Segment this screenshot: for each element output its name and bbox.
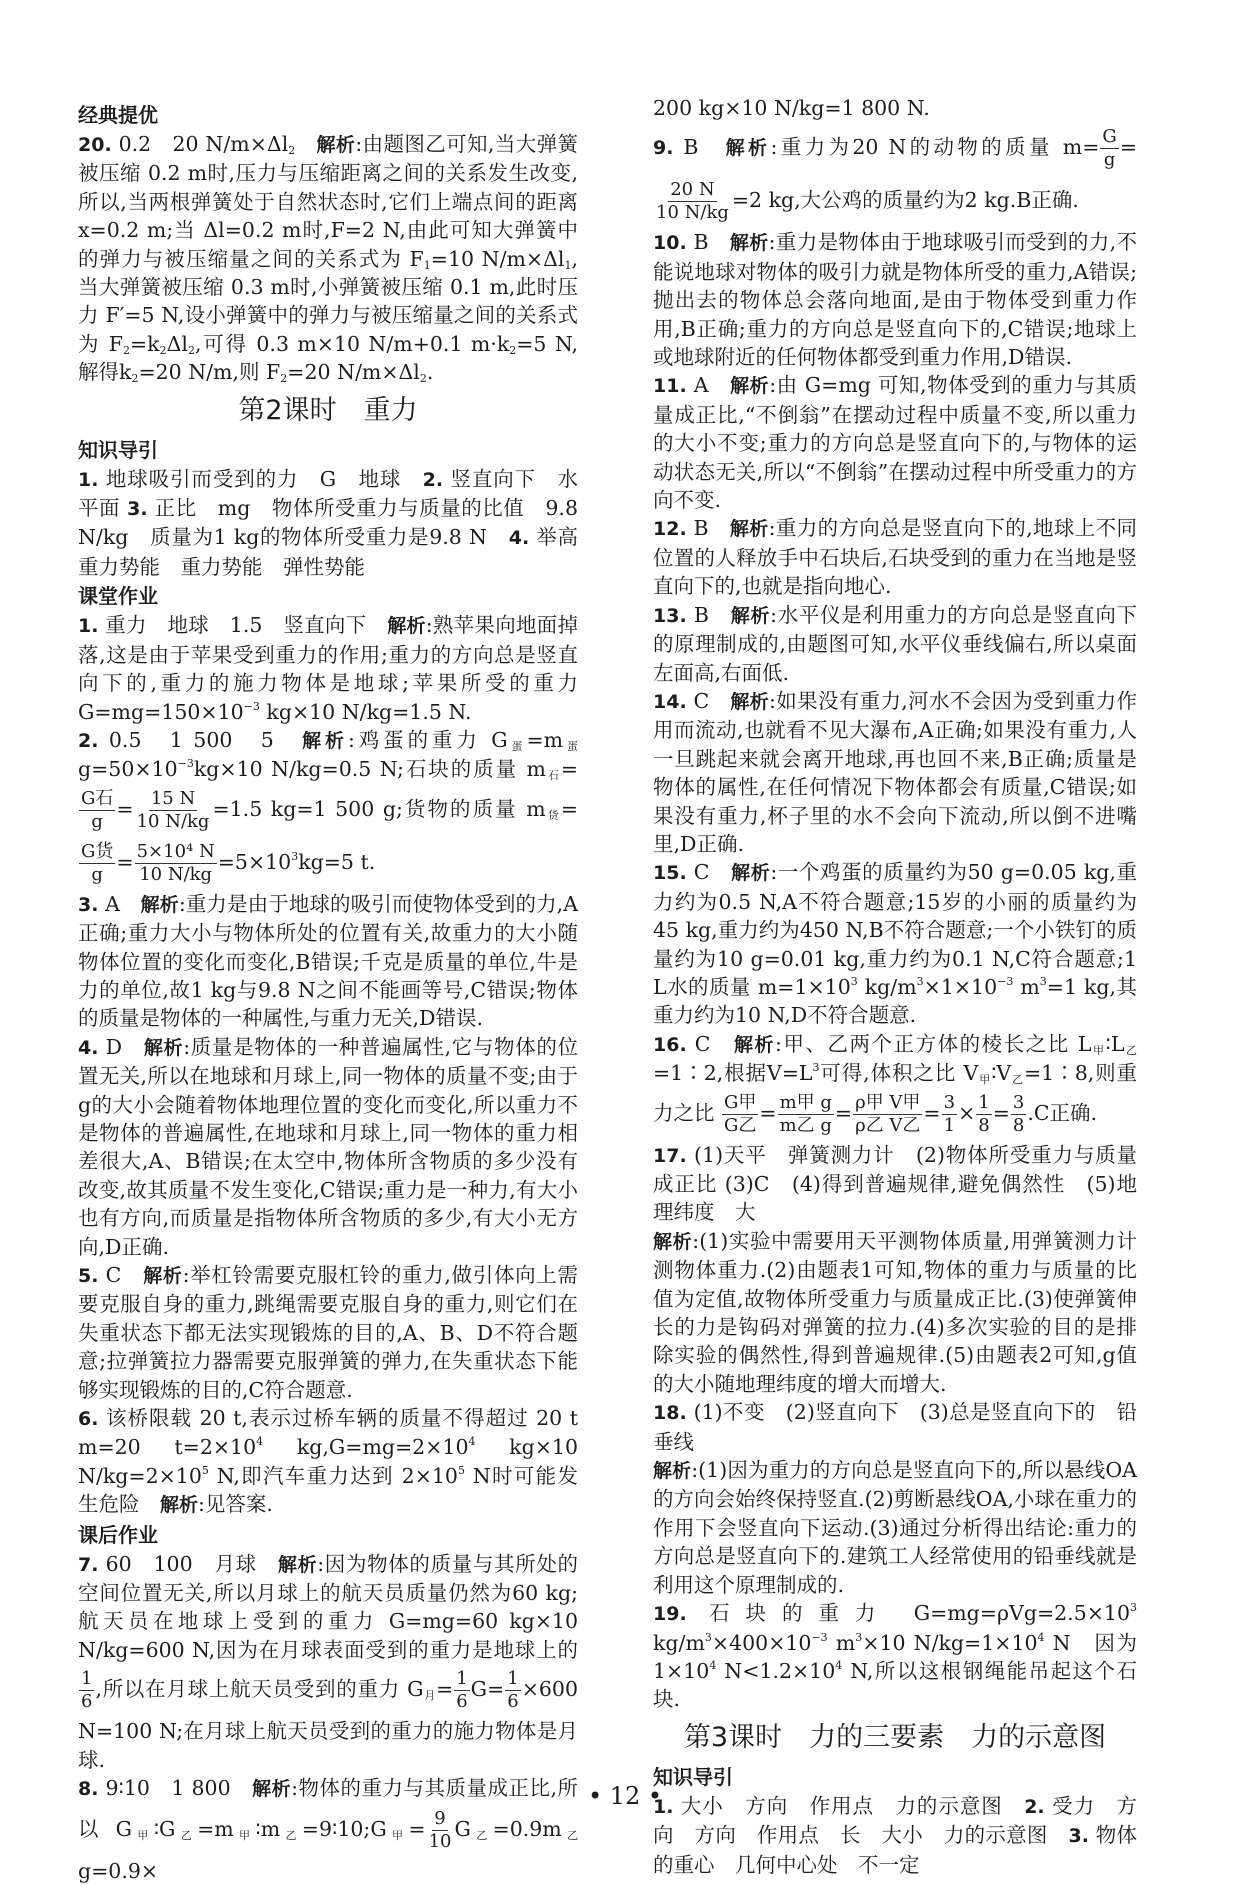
subscript: 1 <box>564 258 572 272</box>
fraction-denominator: ρ乙 V乙 <box>855 1114 921 1136</box>
text-run: =20 N/m,则 F <box>138 360 281 385</box>
text-run: . <box>426 360 434 385</box>
fraction <box>654 179 731 224</box>
item-number: 13. <box>653 604 687 627</box>
subscript: 乙 <box>280 1828 302 1842</box>
text-run: C <box>686 860 732 885</box>
superscript: 3 <box>850 974 858 988</box>
subscript: 2 <box>159 343 167 357</box>
text-run: 60 100 月球 <box>98 1551 278 1576</box>
text-run: :因为物体的质量与其所处的空间位置无关,所以月球上的航天员质量仍然为60 kg;航天员在地球上受到的重力 G=mg=60 kg×10 N/kg=600 N,因为在月球表面受到的重力是地球上的 <box>78 1551 578 1662</box>
section-heading: 课堂作业 <box>78 584 158 609</box>
answer-paragraph <box>653 94 1137 122</box>
text-run: B <box>673 135 726 160</box>
answer-paragraph <box>78 465 599 582</box>
text-run: =1∶8,则重力之比 <box>653 1061 1138 1125</box>
fraction <box>853 1092 922 1137</box>
analysis-label: 解析 <box>252 1778 292 1801</box>
fraction <box>79 841 115 886</box>
fraction-denominator: G乙 <box>724 1114 757 1136</box>
fraction-numerator: 5×10⁴ N <box>136 840 215 862</box>
text-run: =1.5 kg=1 500 g;货物的质量 m <box>212 796 546 821</box>
text-run: N,即汽车重力达到 2×10 <box>208 1463 458 1488</box>
subscript: 2 <box>419 372 427 386</box>
item-number: 6. <box>78 1408 99 1431</box>
text-run: ,当大弹簧被压缩 0.3 m时,小弹簧被压缩 0.1 m,此时压力 F′=5 N,设小弹簧中的弹力与被压缩量之间的关系式为 F <box>78 246 578 356</box>
superscript: −3 <box>243 699 260 713</box>
superscript: −3 <box>177 757 194 771</box>
subscript: 甲 <box>132 1828 154 1842</box>
fraction <box>135 788 212 833</box>
fraction-numerator: 1 <box>456 1668 468 1690</box>
text-run: :由题图乙可知,当大弹簧被压缩 0.2 m时,压力与压缩距离之间的关系发生改变,所以,当两根弹簧处于自然状态时,它们上端点间的距离 x=0.2 m;当 Δl=0.2 m时,F=2 N,由此可知大弹簧中的弹力与被压缩量之间的关系式为 F <box>78 132 578 271</box>
text-run: =10 N/m×Δl <box>430 246 565 271</box>
fraction <box>942 1092 957 1137</box>
analysis-label: 解析 <box>731 862 771 885</box>
analysis-label: 解析 <box>730 690 770 713</box>
answer-paragraph <box>653 514 1137 600</box>
subscript: 乙 <box>1124 1043 1137 1057</box>
text-run: ×600 N=100 N;在月球上航天员受到的重力的施力物体是月球. <box>78 1677 578 1772</box>
text-run: = <box>408 1816 426 1841</box>
text-run: 0.2 20 N/m×Δl <box>111 132 289 156</box>
fraction <box>722 1092 758 1137</box>
fraction-denominator: 6 <box>507 1691 519 1713</box>
fraction-numerator: 1 <box>507 1668 519 1690</box>
answer-paragraph <box>78 130 578 387</box>
fraction-denominator: 10 N/kg <box>656 202 729 224</box>
fraction <box>505 1668 520 1713</box>
answer-paragraph <box>78 1033 578 1261</box>
item-number: 15. <box>653 862 687 885</box>
fraction <box>778 1092 834 1137</box>
answer-paragraph <box>653 1227 1137 1398</box>
subscript: 石 <box>545 769 561 783</box>
answer-paragraph <box>78 611 578 726</box>
text-run: = <box>560 796 578 821</box>
fraction-denominator: 10 N/kg <box>136 810 210 832</box>
item-number: 17. <box>653 1144 687 1167</box>
text-run: D <box>98 1034 144 1059</box>
text-run: :鸡蛋的重力 G <box>347 727 508 752</box>
text-run: =20 N/m×Δl <box>287 360 420 385</box>
text-run: 正比 mg 物体所受重力与质量的比值 9.8 N/kg 质量为1 kg的物体所受重力是9.8 N <box>78 496 578 550</box>
fraction-numerator: 20 N <box>670 179 715 201</box>
superscript: 3 <box>1039 974 1047 988</box>
item-number: 1. <box>78 615 99 638</box>
text-run: =2 kg,大公鸡的质量约为2 kg.B正确. <box>731 188 1079 213</box>
fraction <box>135 841 217 886</box>
item-number: 2. <box>1024 1795 1045 1818</box>
item-number: 14. <box>653 690 687 713</box>
subscript: 甲 <box>978 1073 992 1087</box>
text-run: 举高 重力势能 重力势能 弹性势能 <box>78 525 599 579</box>
text-run: A <box>686 373 731 398</box>
text-run: 石块的重力 G=mg=ρVg=2.5×10 <box>686 1601 1130 1626</box>
text-run: :由 G=mg 可知,物体受到的重力与其质量成正比,“不倒翁”在摆动过程中质量不变,所以重力的大小不变;重力的方向总是竖直向下的,与物体的运动状态无关,所以“不倒翁”在摆动过程中所受重力的方向不变. <box>653 373 1137 513</box>
text-run: 受力 方向 方向 作用点 长 大小 力的示意图 <box>653 1793 1137 1848</box>
text-run: 重力 地球 1.5 竖直向下 <box>98 613 388 638</box>
text-run: .C正确. <box>1027 1100 1098 1125</box>
section-heading: 经典提优 <box>78 103 158 127</box>
analysis-label: 解析 <box>730 604 771 627</box>
text-run: =9∶10;G <box>301 1816 387 1841</box>
item-number: 3. <box>1068 1825 1089 1848</box>
text-run <box>295 132 316 156</box>
text-run: kg,G=mg=2×10 <box>263 1435 469 1460</box>
subscript: 乙 <box>175 1828 198 1842</box>
item-number: 9. <box>653 137 674 160</box>
fraction-numerator: G石 <box>81 787 114 809</box>
lesson-title: 第2课时 重力 <box>238 394 418 426</box>
item-number: 20. <box>78 134 112 156</box>
item-number: 8. <box>78 1778 99 1801</box>
text-run: ∶L <box>1105 1031 1125 1056</box>
page-number: • 12 • <box>587 1782 663 1810</box>
text-run: B <box>686 516 730 541</box>
fraction-numerator: 15 N <box>150 787 196 809</box>
text-run: N 因为1×10 <box>653 1630 1137 1683</box>
text-run: C <box>686 688 731 713</box>
fraction-numerator: m甲 g <box>779 1091 832 1113</box>
superscript: 4 <box>468 1435 476 1449</box>
superscript: 3 <box>704 1630 712 1644</box>
text-run: =0.9m <box>492 1816 562 1841</box>
answer-paragraph <box>653 687 1137 858</box>
text-run: :质量是物体的一种普遍属性,它与物体的位置无关,所以在地球和月球上,同一物体的质量不变;由于g的大小会随着物体地理位置的变化而变化,所以重力不是物体的普遍属性,在地球和月球上,同一物体的重力相差很大,A、B错误;在太空中,物体所含物质的多少没有改变,故其质量不发生变化,C错误;重力是一种力,有大小也有方向,而质量是指物体所含物质的多少,有大小无方向,D正确. <box>78 1034 578 1259</box>
text-run: G= <box>470 1677 505 1702</box>
superscript: 4 <box>256 1435 264 1449</box>
text-run: =m <box>197 1816 234 1841</box>
text-run: N时可能发生危险 <box>78 1463 578 1517</box>
text-run: =1 kg,其重力约为10 N,D不符合题意. <box>653 974 1137 1028</box>
text-run: :重力为20 N的动物的质量 m= <box>770 135 1100 160</box>
fraction <box>1100 126 1118 171</box>
item-number: 2. <box>78 729 99 752</box>
superscript: 3 <box>812 1061 820 1075</box>
subscript: 2 <box>131 372 139 386</box>
answer-paragraph <box>653 1599 1137 1714</box>
text-run: = <box>116 796 134 821</box>
subscript: 2 <box>509 343 517 357</box>
subscript: 蛋 <box>507 739 527 753</box>
subscript: 2 <box>280 372 288 386</box>
lesson-title: 第3课时 力的三要素 力的示意图 <box>683 1721 1107 1753</box>
superscript: 3 <box>291 849 299 863</box>
subscript: 乙 <box>1011 1073 1024 1087</box>
text-run: m <box>1013 974 1040 999</box>
subscript: 蛋 <box>563 739 578 753</box>
analysis-label: 解析 <box>387 615 426 638</box>
analysis-label: 解析 <box>653 1230 693 1253</box>
text-run: 竖直向下 水平面 <box>78 466 578 521</box>
text-run: G <box>454 1816 471 1841</box>
item-number: 4. <box>78 1036 99 1059</box>
superscript: 3 <box>1130 1601 1137 1615</box>
fraction-numerator: G <box>1102 126 1117 148</box>
text-run: g=0.9× <box>78 1858 159 1883</box>
subscript: 2 <box>288 144 296 157</box>
subscript: 货 <box>545 808 561 822</box>
superscript: 4 <box>709 1658 717 1672</box>
text-run: :见答案. <box>198 1492 273 1517</box>
analysis-label: 解析 <box>653 1460 692 1483</box>
fraction-denominator: 8 <box>978 1114 990 1136</box>
text-run: kg×10 N/kg=2×10 <box>78 1435 578 1488</box>
subscript: 甲 <box>386 1828 409 1842</box>
fraction-denominator: m乙 g <box>779 1114 832 1136</box>
text-run: :举杠铃需要克服杠铃的重力,做引体向上需要克服自身的重力,跳绳需要克服自身的重力,则它们在失重状态下都无法实现锻炼的目的,A、B、D不符合题意;拉弹簧拉力器需要克服弹簧的弹力,在失重状态下能够实现锻炼的目的,C符合题意. <box>78 1263 578 1402</box>
answer-paragraph <box>653 1030 1137 1141</box>
fraction <box>976 1092 991 1137</box>
fraction <box>427 1808 454 1853</box>
fraction <box>79 788 115 833</box>
item-number: 2. <box>422 468 444 491</box>
text-run: Δl <box>166 331 188 356</box>
subscript: 2 <box>122 343 130 357</box>
text-run: kg×10 N/kg=1.5 N. <box>259 699 472 724</box>
text-run: ,可得 0.3 m×10 N/m+0.1 m·k <box>194 331 510 356</box>
text-run: 地球吸引而受到的力 G 地球 <box>98 466 423 491</box>
subscript: 乙 <box>470 1828 493 1842</box>
text-run: ×10 N/kg=1×10 <box>862 1630 1038 1655</box>
section-heading: 课后作业 <box>78 1522 158 1547</box>
text-run: × <box>958 1100 976 1125</box>
fraction-denominator: 10 N/kg <box>139 863 213 885</box>
answer-paragraph <box>653 228 1137 371</box>
analysis-label: 解析 <box>729 232 769 255</box>
superscript: −3 <box>811 1630 828 1644</box>
item-number: 1. <box>653 1795 674 1818</box>
fraction-numerator: 3 <box>1012 1091 1025 1113</box>
subscript: 1 <box>423 258 431 272</box>
answer-paragraph <box>78 1261 578 1404</box>
superscript: 4 <box>835 1658 843 1672</box>
fraction-denominator: g <box>91 863 103 885</box>
analysis-label: 解析 <box>729 518 769 541</box>
text-run: =1∶2,根据V=L <box>653 1061 813 1086</box>
text-run: ∶V <box>991 1061 1012 1086</box>
subscript: 甲 <box>1091 1043 1106 1057</box>
text-run: m <box>827 1630 856 1655</box>
text-run: = <box>560 757 579 782</box>
item-number: 1. <box>78 468 99 491</box>
text-run: =k <box>129 331 160 356</box>
item-number: 11. <box>653 375 687 398</box>
text-run: 0.5 1 500 5 <box>98 727 303 752</box>
text-run: (1)不变 (2)竖直向下 (3)总是竖直向下的 铅垂线 <box>653 1400 1137 1454</box>
superscript: 5 <box>201 1463 209 1477</box>
text-run: kg/m <box>857 974 917 999</box>
analysis-label: 解析 <box>143 1265 183 1287</box>
answer-paragraph <box>78 1550 578 1774</box>
text-run: ∶G <box>153 1816 176 1841</box>
text-run: = <box>436 1677 454 1702</box>
analysis-label: 解析 <box>140 893 179 916</box>
fraction-denominator: 1 <box>943 1114 956 1136</box>
answer-paragraph <box>653 1141 1137 1227</box>
answer-paragraph <box>653 601 1137 687</box>
text-run: =5 N,解得k <box>78 331 578 385</box>
fraction <box>454 1668 469 1713</box>
item-number: 5. <box>78 1265 99 1287</box>
text-run: :(1)因为重力的方向总是竖直向下的,所以悬线OA的方向会始终保持竖直.(2)剪断悬线OA,小球在重力的作用下会竖直向下运动.(3)通过分析得出结论:重力的方向总是竖直向下的.建筑工人经常使用的铅垂线就是利用这个原理制成的. <box>653 1458 1137 1597</box>
section-heading: 知识导引 <box>653 1764 733 1789</box>
text-run: C <box>98 1263 144 1287</box>
text-run: =m <box>526 727 564 752</box>
text-run: kg×10 N/kg=0.5 N;石块的质量 m <box>193 757 546 782</box>
text-run: ×400×10 <box>711 1630 812 1655</box>
text-run: (1)天平 弹簧测力计 (2)物体所受重力与质量成正比 (3)C (4)得到普遍规律,避免偶然性 (5)地理纬度 大 <box>653 1142 1137 1225</box>
subscript: 月 <box>423 1689 437 1703</box>
text-run: = <box>834 1100 853 1125</box>
section-heading: 知识导引 <box>78 437 158 462</box>
subscript: 2 <box>187 343 195 357</box>
text-run: :熟苹果向地面掉落,这是由于苹果受到重力的作用;重力的方向总是竖直向下的,重力的施力物体是地球;苹果所受的重力 G=mg=150×10 <box>78 613 578 724</box>
superscript: 3 <box>855 1630 863 1644</box>
fraction-denominator: 10 <box>428 1830 452 1852</box>
left-column <box>78 100 599 1885</box>
item-number: 3. <box>127 498 148 521</box>
text-run: g=50×10 <box>78 757 178 782</box>
text-run: :重力是由于地球的吸引而使物体受到的力,A正确;重力大小与物体所处的位置有关,故重力的大小随物体位置的变化而变化,B错误;千克是质量的单位,牛是力的单位,故1 kg与9.8 N之间不能画等号,C错误;物体的质量是物体的一种属性,与重力无关,D错误. <box>78 891 578 1031</box>
text-run: N<1.2×10 <box>716 1658 836 1683</box>
text-run: 物体的重心 几何中心处 不一定 <box>653 1823 1137 1877</box>
answer-paragraph <box>78 726 578 890</box>
fraction <box>1011 1092 1026 1137</box>
text-run: :甲、乙两个正方体的棱长之比 L <box>775 1031 1092 1056</box>
text-run: ×1×10 <box>923 974 998 999</box>
text-run: kg=5 t. <box>298 849 376 874</box>
fraction-numerator: 1 <box>81 1668 93 1690</box>
answer-paragraph <box>78 890 578 1033</box>
item-number: 7. <box>78 1553 99 1576</box>
item-number: 16. <box>653 1033 687 1056</box>
fraction <box>79 1668 94 1713</box>
fraction-denominator: g <box>91 810 103 832</box>
answer-paragraph <box>653 122 1137 228</box>
superscript: 4 <box>1037 1630 1045 1644</box>
text-run: 200 kg×10 N/kg=1 800 N. <box>653 96 930 120</box>
analysis-label: 解析 <box>733 1033 776 1056</box>
text-run: B <box>686 230 730 255</box>
item-number: 18. <box>653 1402 687 1425</box>
text-run: :如果没有重力,河水不会因为受到重力作用而流动,也就看不见大瀑布,A正确;如果没有重力,人一旦跳起来就会离开地球,再也回不来,B正确;质量是物体的属性,在任何情况下物体都会有质量,C错误;如果没有重力,杯子里的水不会向下流动,所以倒不进嘴里,D正确. <box>653 688 1137 856</box>
text-run: = <box>759 1100 777 1125</box>
text-run: :重力是物体由于地球吸引而受到的力,不能说地球对物体的吸引力就是物体所受的重力,A错误;抛出去的物体总会落向地面,是由于物体受到重力作用,B正确;重力的方向总是竖直向下的,C错误;地球上或地球附近的任何物体都受到重力作用,D错误. <box>653 230 1137 370</box>
item-number: 12. <box>653 518 687 541</box>
fraction-numerator: G货 <box>81 840 114 862</box>
text-run: ∶m <box>255 1816 281 1841</box>
superscript: −3 <box>997 974 1014 988</box>
fraction-numerator: 1 <box>978 1091 990 1113</box>
item-number: 10. <box>653 232 687 255</box>
analysis-label: 解析 <box>160 1494 199 1517</box>
text-run: = <box>923 1100 941 1125</box>
superscript: 3 <box>916 974 924 988</box>
text-run: 9∶10 1 800 <box>98 1776 253 1801</box>
superscript: 5 <box>457 1463 465 1477</box>
text-run: :水平仪是利用重力的方向总是竖直向下的原理制成的,由题图可知,水平仪垂线偏右,所以桌面左面高,右面低. <box>653 602 1137 685</box>
text-run: B <box>686 602 731 627</box>
text-run: :(1)实验中需要用天平测物体质量,用弹簧测力计测物体重力.(2)由题表1可知,物体的重力与质量的比值为定值,故物体所受重力与质量成正比.(3)使弹簧伸长的力是钩码对弹簧的拉力.(4)多次实验的目的是排除实验的偶然性,得到普遍规律.(5)由题表2可知,g值的大小随地理纬度的增大而增大. <box>653 1228 1137 1396</box>
item-number: 4. <box>508 527 530 550</box>
fraction-denominator: 6 <box>81 1691 93 1713</box>
fraction-numerator: 3 <box>943 1091 956 1113</box>
answer-paragraph <box>653 1456 1137 1599</box>
analysis-label: 解析 <box>277 1553 318 1576</box>
fraction-denominator: g <box>1103 149 1116 171</box>
text-run: = <box>992 1100 1010 1125</box>
fraction-numerator: G甲 <box>724 1091 757 1113</box>
analysis-label: 解析 <box>730 375 770 398</box>
text-run: :重力的方向总是竖直向下的,地球上不同位置的人释放手中石块后,石块受到的重力在当地是竖直向下的,也就是指向地心. <box>653 516 1137 599</box>
item-number: 19. <box>653 1603 687 1626</box>
fraction-denominator: 8 <box>1012 1114 1025 1136</box>
text-run: ,所以在月球上航天员受到的重力 G <box>95 1677 424 1702</box>
text-run: kg/m <box>653 1630 705 1655</box>
answer-paragraph <box>78 1404 599 1520</box>
subscript: 乙 <box>561 1828 579 1842</box>
text-run: = <box>116 849 134 874</box>
fraction-denominator: 6 <box>456 1691 468 1713</box>
analysis-label: 解析 <box>316 134 356 156</box>
fraction-numerator: ρ甲 V甲 <box>855 1091 921 1113</box>
text-run: C <box>686 1031 734 1056</box>
text-run: 大小 方向 作用点 力的示意图 <box>673 1793 1025 1818</box>
text-run: = <box>1119 135 1137 160</box>
analysis-label: 解析 <box>143 1036 184 1059</box>
analysis-label: 解析 <box>302 729 348 752</box>
text-run: :一个鸡蛋的质量约为50 g=0.05 kg,重力约为0.5 N,A不符合题意;15岁的小丽的质量约为45 kg,重力约为450 N,B不符合题意;一个小铁钉的质量约为10 g=0.01 kg,重力约为0.1 N,C符合题意;1 L水的质量 m=1×10 <box>653 860 1137 999</box>
answer-paragraph <box>653 858 1137 1029</box>
answer-paragraph <box>653 371 1137 514</box>
item-number: 3. <box>78 893 99 916</box>
text-run: =5×10 <box>217 849 292 874</box>
text-run: A <box>98 891 141 916</box>
analysis-label: 解析 <box>725 137 771 160</box>
text-run: N,所以这根钢绳能吊起这个石块. <box>653 1658 1137 1712</box>
right-column <box>653 94 1137 1879</box>
answer-paragraph <box>653 1398 1137 1456</box>
text-run: 该桥限载 20 t,表示过桥车辆的质量不得超过 20 t m=20 t=2×10 <box>78 1406 599 1460</box>
fraction-numerator: 9 <box>434 1807 446 1829</box>
text-run: 可得,体积之比 V <box>819 1061 979 1086</box>
text-run: :物体的重力与其质量成正比,所以 G <box>78 1776 578 1841</box>
subscript: 甲 <box>233 1828 256 1842</box>
